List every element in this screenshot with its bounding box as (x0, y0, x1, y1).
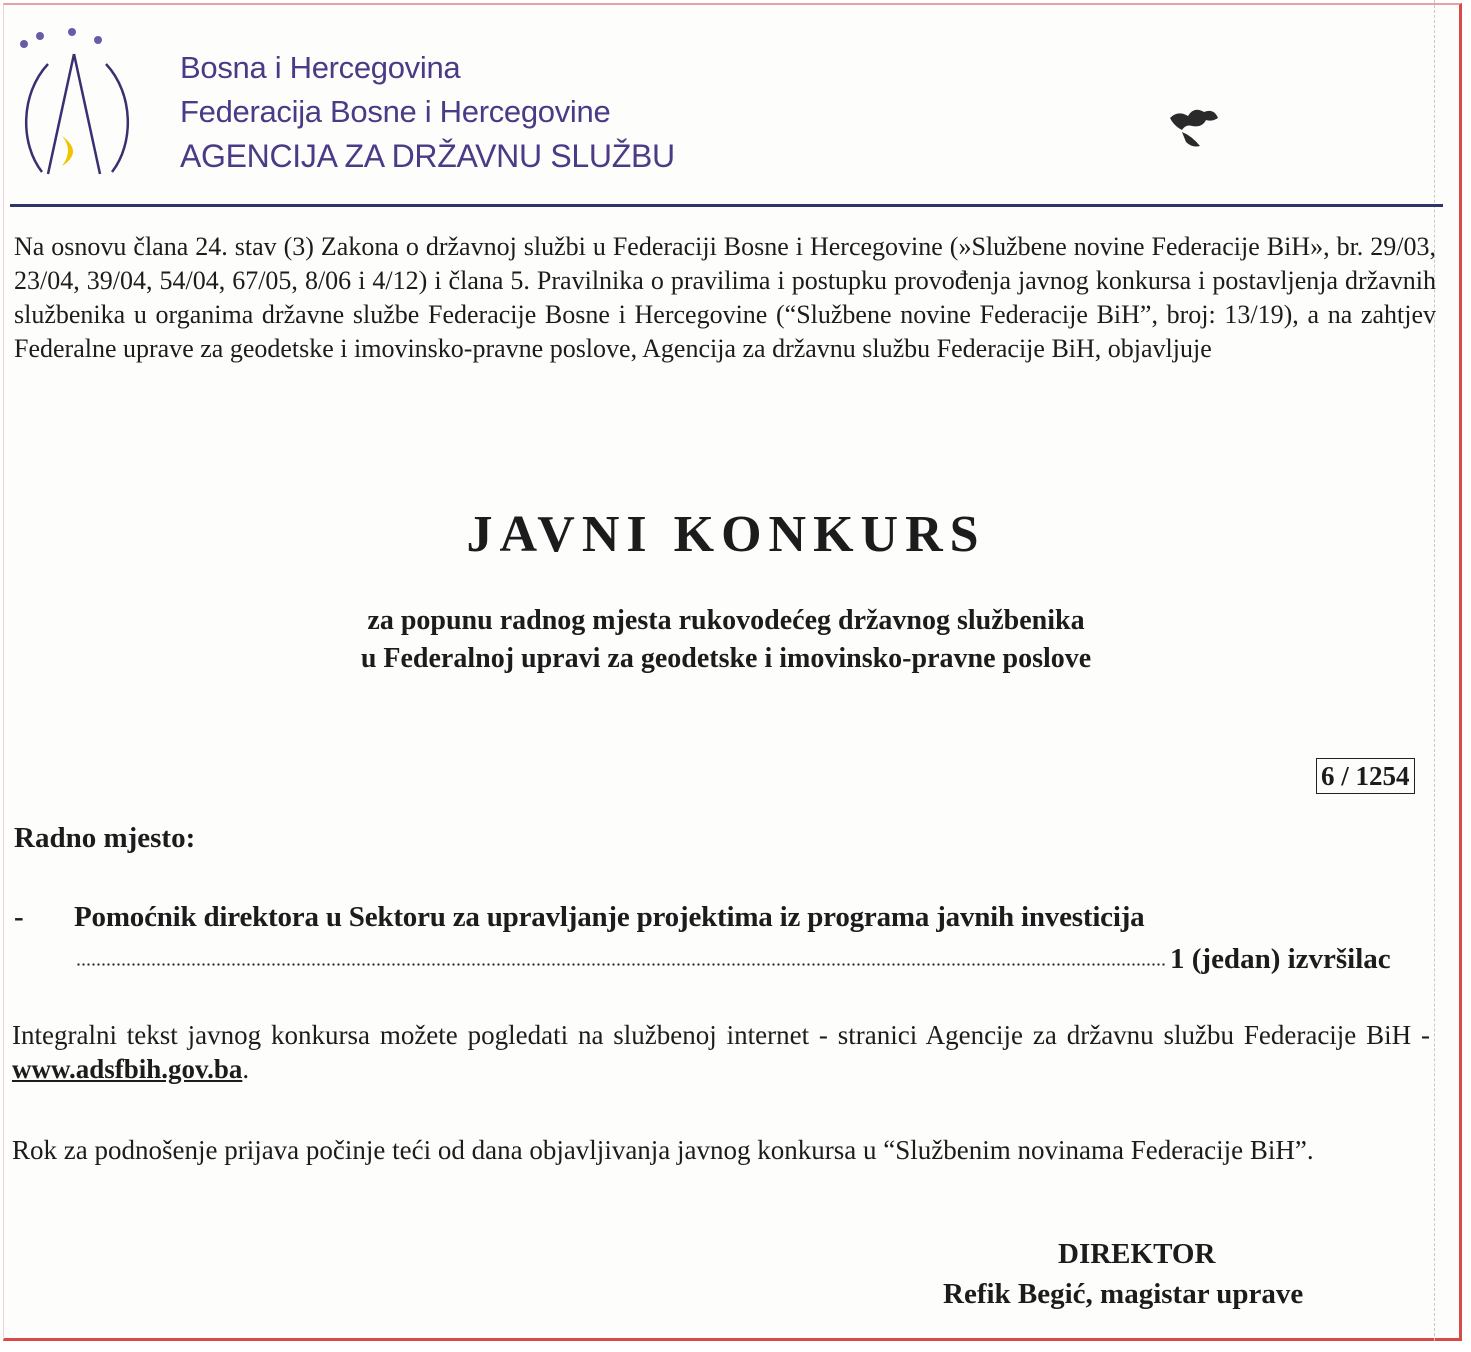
agency-emblem-icon (12, 24, 162, 184)
integral-text: Integralni tekst javnog konkursa možete pogledati na službenoj internet - stranici Agencije za državnu službu Federacije BiH - (12, 1020, 1430, 1050)
agency-website-link[interactable]: www.adsfbih.gov.ba (12, 1054, 243, 1084)
position-executors: 1 (jedan) izvršilac (1170, 943, 1391, 975)
position-title: Pomoćnik direktora u Sektoru za upravljanje projektima iz programa javnih investicija (74, 901, 1145, 933)
header-federation: Federacija Bosne i Hercegovine (180, 94, 611, 129)
agency-header (180, 46, 675, 178)
signature-name: Refik Begić, magistar uprave (943, 1278, 1304, 1310)
integral-text-end: . (242, 1054, 250, 1084)
subtitle-line-1: za popunu radnog mjesta rukovodećeg državnog službenika (367, 605, 1085, 636)
reference-number: 6 / 1254 (1316, 758, 1415, 794)
header-divider (10, 204, 1443, 207)
integral-text-paragraph (12, 1018, 1430, 1086)
intro-paragraph: Na osnovu člana 24. stav (3) Zakona o državnoj službi u Federaciji Bosne i Hercegovine (»Službene novine Federacije BiH», br. 29/03, 23/04, 39/04, 54/04, 67/05, 8/06 i 4/12) i člana 5. Pravilnika o pravilima i postupku provođenja javnog konkursa i postavljenja državnih službenika u organima državne službe Federacije Bosne i Hercegovine (“Službene novine Federacije BiH”, broj: 13/19), a na zahtjev Federalne uprave za geodetske i imovinsko-pravne poslove, Agencija za državnu službu Federacije BiH, objavljuje (14, 232, 1436, 363)
header-country: Bosna i Hercegovina (180, 50, 461, 85)
deadline-paragraph: Rok za podnošenje prijava počinje teći od dana objavljivanja javnog konkursa u “Službenim novinama Federacije BiH”. (12, 1135, 1314, 1165)
page-title: JAVNI KONKURS (466, 506, 986, 563)
header-agency: AGENCIJA ZA DRŽAVNU SLUŽBU (180, 138, 675, 174)
subtitle (0, 602, 1452, 678)
position-bullet: - (14, 901, 24, 933)
position-label: Radno mjesto: (14, 822, 196, 854)
subtitle-line-2: u Federalnoj upravi za geodetske i imovinsko-pravne poslove (360, 643, 1092, 674)
signature-role: DIREKTOR (1058, 1238, 1216, 1270)
ink-stamp-icon (1160, 100, 1230, 160)
dotted-leader (76, 963, 1166, 966)
